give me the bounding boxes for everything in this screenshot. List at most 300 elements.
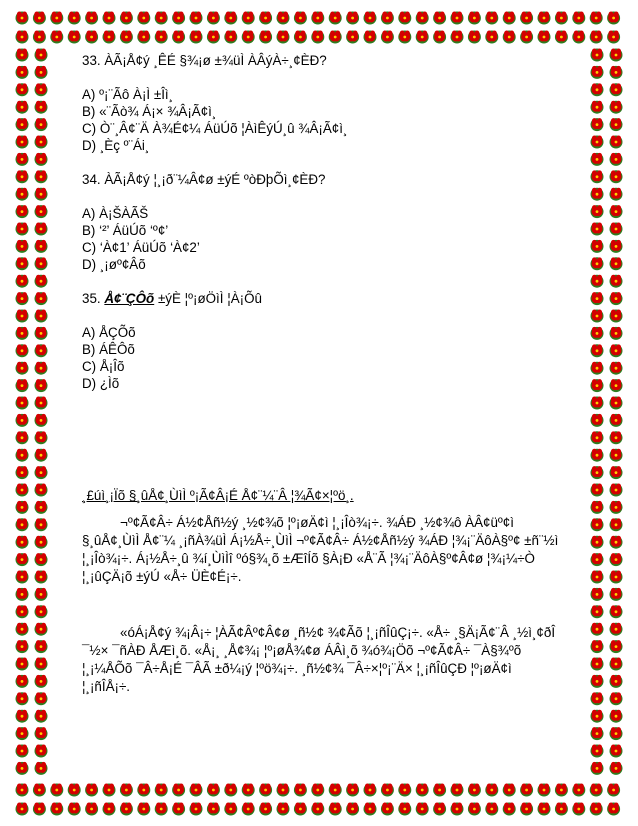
border-flower-icon — [35, 344, 48, 357]
border-flower-icon — [416, 803, 429, 816]
border-flower-icon — [207, 803, 220, 816]
border-flower-icon — [433, 31, 446, 44]
border-flower-icon — [591, 553, 604, 566]
question-text: ÀÃ¡Å¢ý ¦¸¡ð¨¼Â¢ø ±ýÉ ºòÐþÕì¸¢ÈÐ? — [104, 172, 326, 187]
border-flower-icon — [35, 170, 48, 183]
border-flower-icon — [591, 170, 604, 183]
border-flower-icon — [610, 605, 623, 618]
option-b: B) ‘²’ ÁüÚõ ‘º¢’ — [82, 223, 169, 238]
border-flower-icon — [16, 536, 29, 549]
border-flower-icon — [485, 12, 498, 25]
border-flower-icon — [398, 31, 411, 44]
border-flower-icon — [35, 762, 48, 775]
border-flower-icon — [33, 31, 46, 44]
border-flower-icon — [190, 31, 203, 44]
border-flower-icon — [35, 431, 48, 444]
border-flower-icon — [591, 449, 604, 462]
border-flower-icon — [35, 605, 48, 618]
border-flower-icon — [35, 518, 48, 531]
border-flower-icon — [294, 12, 307, 25]
border-flower-icon — [35, 153, 48, 166]
border-flower-icon — [190, 803, 203, 816]
border-flower-icon — [610, 588, 623, 601]
border-flower-icon — [591, 745, 604, 758]
border-flower-icon — [591, 49, 604, 62]
border-flower-icon — [591, 101, 604, 114]
border-flower-icon — [311, 784, 324, 797]
border-flower-icon — [137, 784, 150, 797]
border-flower-icon — [591, 205, 604, 218]
border-flower-icon — [35, 692, 48, 705]
border-flower-icon — [381, 31, 394, 44]
border-flower-icon — [520, 12, 533, 25]
border-flower-icon — [610, 518, 623, 531]
border-flower-icon — [16, 12, 29, 25]
border-flower-icon — [610, 449, 623, 462]
border-flower-icon — [381, 12, 394, 25]
border-flower-icon — [33, 784, 46, 797]
border-flower-icon — [591, 692, 604, 705]
border-flower-icon — [610, 623, 623, 636]
border-flower-icon — [35, 118, 48, 131]
border-flower-icon — [137, 31, 150, 44]
border-flower-icon — [16, 379, 29, 392]
border-flower-icon — [591, 240, 604, 253]
border-flower-icon — [451, 784, 464, 797]
border-flower-icon — [610, 292, 623, 305]
border-flower-icon — [451, 31, 464, 44]
border-flower-icon — [591, 536, 604, 549]
border-flower-icon — [35, 710, 48, 723]
option-c: C) Ò¨¸Â¢¨Ä À¾É¢¼ ÁüÚõ ¦ÀìÊýÚ¸û ¾Â¡Ã¢ì¸ — [82, 121, 348, 136]
border-flower-icon — [572, 803, 585, 816]
border-flower-icon — [16, 588, 29, 601]
border-flower-icon — [277, 784, 290, 797]
border-flower-icon — [16, 727, 29, 740]
border-flower-icon — [538, 31, 551, 44]
border-flower-icon — [16, 240, 29, 253]
border-flower-icon — [16, 170, 29, 183]
border-flower-icon — [16, 640, 29, 653]
border-flower-icon — [607, 803, 620, 816]
border-flower-icon — [50, 12, 63, 25]
border-flower-icon — [16, 692, 29, 705]
border-flower-icon — [277, 12, 290, 25]
question-35 — [82, 290, 568, 392]
border-flower-icon — [120, 31, 133, 44]
border-flower-icon — [259, 31, 272, 44]
border-flower-icon — [277, 31, 290, 44]
border-flower-icon — [381, 784, 394, 797]
border-flower-icon — [591, 588, 604, 601]
border-flower-icon — [520, 803, 533, 816]
border-flower-icon — [16, 275, 29, 288]
border-flower-icon — [610, 153, 623, 166]
border-flower-icon — [610, 205, 623, 218]
border-flower-icon — [33, 12, 46, 25]
border-flower-icon — [591, 397, 604, 410]
border-flower-icon — [155, 803, 168, 816]
border-flower-icon — [591, 344, 604, 357]
border-flower-icon — [50, 31, 63, 44]
border-flower-icon — [120, 784, 133, 797]
border-flower-icon — [16, 49, 29, 62]
border-flower-icon — [68, 12, 81, 25]
border-flower-icon — [190, 784, 203, 797]
border-flower-icon — [610, 397, 623, 410]
border-flower-icon — [538, 803, 551, 816]
border-flower-icon — [16, 414, 29, 427]
border-flower-icon — [572, 31, 585, 44]
border-flower-icon — [35, 536, 48, 549]
border-flower-icon — [259, 12, 272, 25]
border-flower-icon — [610, 223, 623, 236]
border-flower-icon — [224, 12, 237, 25]
border-flower-icon — [16, 466, 29, 479]
border-flower-icon — [16, 623, 29, 636]
border-flower-icon — [591, 83, 604, 96]
border-flower-icon — [591, 675, 604, 688]
border-flower-icon — [329, 803, 342, 816]
border-flower-icon — [591, 327, 604, 340]
border-flower-icon — [538, 784, 551, 797]
border-flower-icon — [591, 710, 604, 723]
border-flower-icon — [590, 803, 603, 816]
border-flower-icon — [35, 414, 48, 427]
border-flower-icon — [16, 83, 29, 96]
border-flower-icon — [485, 31, 498, 44]
border-flower-icon — [224, 803, 237, 816]
border-flower-icon — [591, 640, 604, 653]
passage-instruction: ¸£úì¸¡Ïõ §¸ûÅ¢¸ÙìÌ º¡Ã¢Â¡É Å¢¨¼¨Â ¦¾Ã¢×¦ºö¸. — [82, 488, 354, 503]
border-flower-icon — [35, 205, 48, 218]
border-flower-icon — [16, 571, 29, 584]
border-flower-icon — [591, 118, 604, 131]
border-flower-icon — [137, 12, 150, 25]
border-flower-icon — [485, 784, 498, 797]
border-flower-icon — [35, 223, 48, 236]
border-flower-icon — [610, 745, 623, 758]
border-flower-icon — [610, 257, 623, 270]
border-flower-icon — [591, 275, 604, 288]
border-flower-icon — [329, 784, 342, 797]
border-flower-icon — [468, 12, 481, 25]
border-flower-icon — [610, 658, 623, 671]
border-flower-icon — [364, 12, 377, 25]
border-flower-icon — [610, 727, 623, 740]
option-d: D) ¿Ìõ — [82, 376, 120, 391]
border-flower-icon — [16, 344, 29, 357]
border-flower-icon — [610, 414, 623, 427]
border-flower-icon — [610, 66, 623, 79]
border-flower-icon — [591, 66, 604, 79]
option-c: C) ‘À¢1’ ÁüÚõ ‘À¢2’ — [82, 240, 200, 255]
border-flower-icon — [277, 803, 290, 816]
question-number: 34. — [82, 172, 101, 187]
border-flower-icon — [85, 12, 98, 25]
border-flower-icon — [16, 257, 29, 270]
border-flower-icon — [538, 12, 551, 25]
border-flower-icon — [190, 12, 203, 25]
border-flower-icon — [311, 31, 324, 44]
border-flower-icon — [35, 379, 48, 392]
border-flower-icon — [85, 31, 98, 44]
border-flower-icon — [468, 31, 481, 44]
border-flower-icon — [16, 397, 29, 410]
border-flower-icon — [35, 310, 48, 323]
border-flower-icon — [398, 784, 411, 797]
border-flower-icon — [120, 803, 133, 816]
border-flower-icon — [16, 501, 29, 514]
border-flower-icon — [16, 31, 29, 44]
border-flower-icon — [120, 12, 133, 25]
border-flower-icon — [610, 640, 623, 653]
border-flower-icon — [591, 310, 604, 323]
border-flower-icon — [35, 571, 48, 584]
border-flower-icon — [16, 675, 29, 688]
border-flower-icon — [364, 803, 377, 816]
border-flower-icon — [16, 223, 29, 236]
border-flower-icon — [85, 784, 98, 797]
border-flower-icon — [35, 101, 48, 114]
border-flower-icon — [155, 12, 168, 25]
border-flower-icon — [242, 803, 255, 816]
border-flower-icon — [485, 803, 498, 816]
border-flower-icon — [16, 518, 29, 531]
border-flower-icon — [172, 784, 185, 797]
border-flower-icon — [591, 623, 604, 636]
questions-section — [82, 52, 568, 392]
border-flower-icon — [591, 414, 604, 427]
question-33 — [82, 52, 568, 154]
border-flower-icon — [103, 803, 116, 816]
border-flower-icon — [35, 327, 48, 340]
border-flower-icon — [33, 803, 46, 816]
border-flower-icon — [137, 803, 150, 816]
border-flower-icon — [503, 784, 516, 797]
border-flower-icon — [555, 31, 568, 44]
border-flower-icon — [16, 710, 29, 723]
border-flower-icon — [591, 223, 604, 236]
border-flower-icon — [68, 784, 81, 797]
border-flower-icon — [416, 784, 429, 797]
border-flower-icon — [591, 727, 604, 740]
option-c: C) Å¡Îõ — [82, 359, 125, 374]
border-flower-icon — [155, 784, 168, 797]
border-flower-icon — [172, 31, 185, 44]
option-a: A) À¡ŠÀÃŠ — [82, 206, 149, 221]
border-flower-icon — [364, 31, 377, 44]
border-flower-icon — [610, 431, 623, 444]
border-flower-icon — [35, 727, 48, 740]
question-text: ÀÃ¡Å¢ý ¸ÊÉ §¾¡ø ±¾üÌ ÀÂýÀ÷¸¢ÈÐ? — [104, 53, 327, 68]
border-flower-icon — [610, 188, 623, 201]
border-flower-icon — [35, 188, 48, 201]
border-flower-icon — [610, 710, 623, 723]
border-flower-icon — [591, 188, 604, 201]
border-flower-icon — [503, 12, 516, 25]
border-flower-icon — [610, 275, 623, 288]
border-flower-icon — [35, 449, 48, 462]
border-flower-icon — [16, 762, 29, 775]
border-flower-icon — [416, 31, 429, 44]
border-flower-icon — [610, 83, 623, 96]
border-flower-icon — [35, 66, 48, 79]
border-flower-icon — [103, 12, 116, 25]
border-flower-icon — [610, 571, 623, 584]
border-flower-icon — [610, 49, 623, 62]
border-flower-icon — [16, 362, 29, 375]
border-flower-icon — [16, 327, 29, 340]
border-flower-icon — [610, 536, 623, 549]
border-flower-icon — [294, 803, 307, 816]
border-flower-icon — [224, 31, 237, 44]
border-flower-icon — [591, 658, 604, 671]
border-flower-icon — [555, 12, 568, 25]
border-flower-icon — [103, 31, 116, 44]
question-number: 35. — [82, 291, 101, 306]
border-flower-icon — [16, 784, 29, 797]
border-flower-icon — [346, 31, 359, 44]
question-text: ±ýÈ ¦º¡øÖìÌ ¦À¡Õû — [157, 291, 262, 306]
border-flower-icon — [311, 12, 324, 25]
border-flower-icon — [16, 484, 29, 497]
option-b: B) «¨Ãò¾ Á¡× ¾Â¡Ã¢ì¸ — [82, 104, 217, 119]
border-flower-icon — [242, 31, 255, 44]
border-flower-icon — [591, 466, 604, 479]
border-flower-icon — [50, 803, 63, 816]
border-flower-icon — [35, 292, 48, 305]
border-flower-icon — [35, 257, 48, 270]
border-flower-icon — [85, 803, 98, 816]
border-flower-icon — [610, 762, 623, 775]
border-flower-icon — [16, 101, 29, 114]
border-flower-icon — [416, 12, 429, 25]
border-flower-icon — [242, 12, 255, 25]
border-flower-icon — [591, 501, 604, 514]
border-flower-icon — [16, 205, 29, 218]
border-flower-icon — [610, 136, 623, 149]
border-flower-icon — [35, 484, 48, 497]
border-flower-icon — [503, 803, 516, 816]
border-flower-icon — [610, 240, 623, 253]
border-flower-icon — [591, 153, 604, 166]
border-flower-icon — [207, 12, 220, 25]
border-flower-icon — [607, 784, 620, 797]
border-flower-icon — [364, 784, 377, 797]
border-flower-icon — [207, 31, 220, 44]
border-flower-icon — [610, 553, 623, 566]
border-flower-icon — [451, 803, 464, 816]
border-flower-icon — [555, 803, 568, 816]
border-flower-icon — [259, 803, 272, 816]
border-flower-icon — [610, 101, 623, 114]
option-d: D) ¸Èç º¨Ái¸ — [82, 138, 150, 153]
border-flower-icon — [346, 12, 359, 25]
border-flower-icon — [398, 12, 411, 25]
question-34 — [82, 171, 568, 273]
border-flower-icon — [16, 188, 29, 201]
border-flower-icon — [433, 803, 446, 816]
option-a: A) º¡¨Ãô À¡Ì ±Îì¸ — [82, 87, 174, 102]
border-flower-icon — [610, 692, 623, 705]
border-flower-icon — [16, 118, 29, 131]
border-flower-icon — [346, 784, 359, 797]
border-flower-icon — [294, 31, 307, 44]
border-flower-icon — [16, 449, 29, 462]
border-flower-icon — [16, 431, 29, 444]
border-flower-icon — [591, 362, 604, 375]
border-flower-icon — [329, 31, 342, 44]
border-flower-icon — [591, 518, 604, 531]
question-number: 33. — [82, 53, 101, 68]
border-flower-icon — [35, 623, 48, 636]
border-flower-icon — [591, 257, 604, 270]
border-flower-icon — [433, 784, 446, 797]
border-flower-icon — [591, 762, 604, 775]
border-flower-icon — [591, 431, 604, 444]
border-flower-icon — [155, 31, 168, 44]
border-flower-icon — [591, 379, 604, 392]
border-flower-icon — [591, 484, 604, 497]
border-flower-icon — [572, 12, 585, 25]
border-flower-icon — [35, 588, 48, 601]
border-flower-icon — [610, 379, 623, 392]
border-flower-icon — [610, 118, 623, 131]
border-flower-icon — [35, 397, 48, 410]
border-flower-icon — [207, 784, 220, 797]
border-flower-icon — [311, 803, 324, 816]
border-flower-icon — [610, 484, 623, 497]
border-flower-icon — [520, 31, 533, 44]
passage-paragraph-2: «óÁ¡Å¢ý ¾¡Â¡÷ ¦ÀÃ¢Âº¢Â¢ø ¸ñ½¢ ¾¢Ãõ ¦¸¡ñÎûÇ¡÷. «Å÷ ¸§Ä¡Ã¢¨Â ¸½ì¸¢ðÎ ¯½× ¯ñÀÐ ÅÆì¸õ. «Å¡¸ ¸Å¢¾¡ ¦º¡øÅ¾¢ø ÁÂì¸õ ¾ó¾¡Öõ ¬º¢Ã¢Â÷ ¯À§¾ºõ ¦¸¡¼ÅÕõ ¯Â÷Å¡É ¯ÂÃ ±ð¼¡ý ¦ºö¾¡÷. ¸ñ½¢¾ ¯Â÷×¦º¡¨Ä× ¦¸¡ñÎûÇÐ ¦º¡øÄ¢ì ¦¸¡ñÎÅ¡÷. — [82, 625, 556, 694]
border-flower-icon — [35, 466, 48, 479]
option-a: A) ÅÇÕõ — [82, 325, 136, 340]
border-flower-icon — [35, 553, 48, 566]
border-flower-icon — [16, 553, 29, 566]
border-flower-icon — [346, 803, 359, 816]
border-flower-icon — [16, 136, 29, 149]
border-flower-icon — [16, 292, 29, 305]
border-flower-icon — [610, 675, 623, 688]
border-flower-icon — [610, 310, 623, 323]
border-flower-icon — [520, 784, 533, 797]
border-flower-icon — [16, 658, 29, 671]
border-flower-icon — [610, 501, 623, 514]
option-d: D) ¸¡øº¢Âõ — [82, 257, 146, 272]
border-flower-icon — [16, 310, 29, 323]
border-flower-icon — [35, 49, 48, 62]
border-flower-icon — [16, 153, 29, 166]
border-flower-icon — [590, 31, 603, 44]
border-flower-icon — [610, 327, 623, 340]
border-flower-icon — [503, 31, 516, 44]
border-flower-icon — [610, 466, 623, 479]
border-flower-icon — [68, 803, 81, 816]
border-flower-icon — [35, 640, 48, 653]
border-flower-icon — [329, 12, 342, 25]
border-flower-icon — [451, 12, 464, 25]
border-flower-icon — [35, 658, 48, 671]
border-flower-icon — [468, 803, 481, 816]
border-flower-icon — [50, 784, 63, 797]
border-flower-icon — [68, 31, 81, 44]
border-flower-icon — [35, 501, 48, 514]
option-b: B) ÁÊÔõ — [82, 342, 135, 357]
border-flower-icon — [572, 784, 585, 797]
border-flower-icon — [591, 136, 604, 149]
border-flower-icon — [16, 605, 29, 618]
